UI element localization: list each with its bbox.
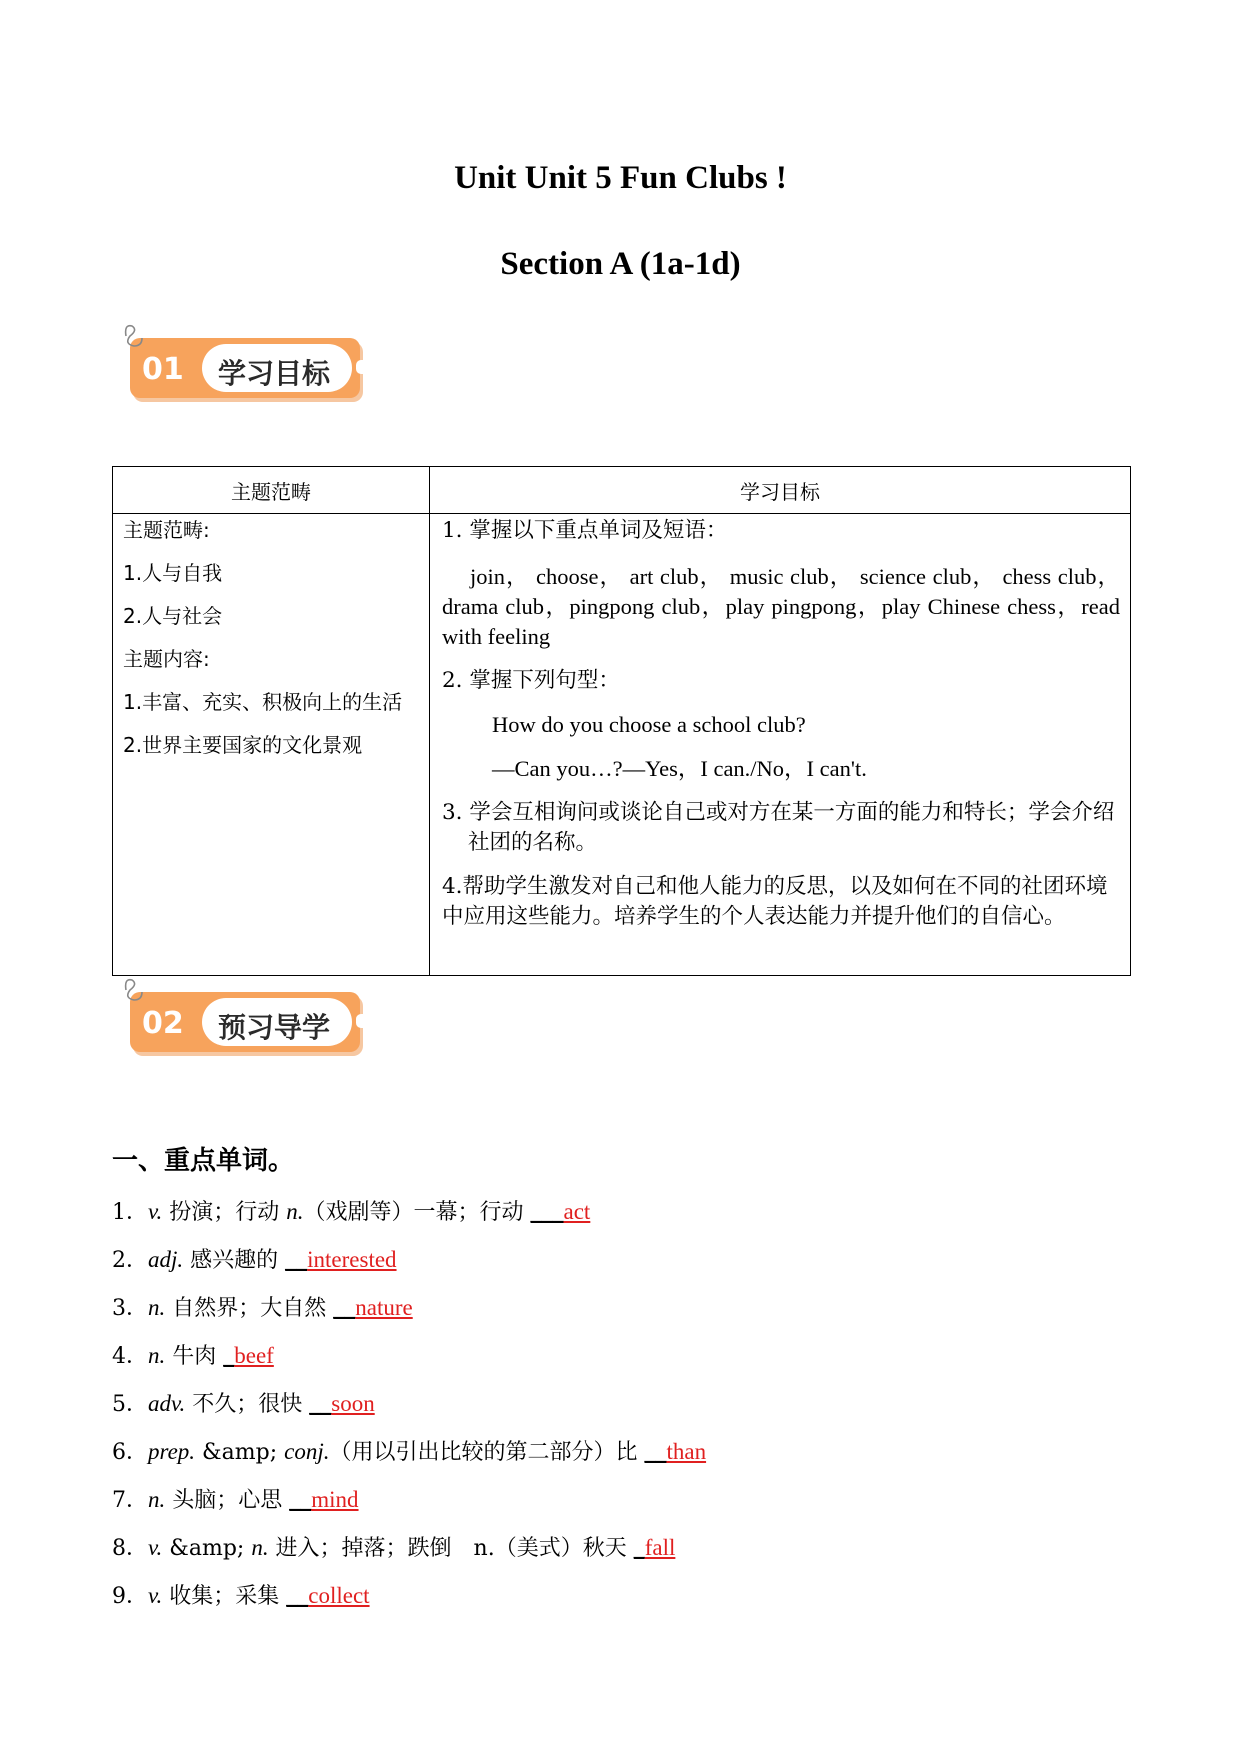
answer: soon [331,1391,375,1416]
topic-heading: 主题内容: [123,647,210,671]
badge-number: 01 [142,352,184,387]
badge-label: 学习目标 [218,357,331,390]
sentence-pattern: How do you choose a school club? [492,712,806,737]
badge-label: 预习导学 [218,1011,331,1044]
badge-notch [356,360,366,374]
vocab-item: 9．v. 收集；采集 __collect [112,1583,370,1609]
vocab-item: 3．n. 自然界；大自然 __nature [112,1295,413,1321]
badge-preview [120,976,370,1056]
topic-item: 2.人与社会 [123,604,223,628]
answer: nature [355,1295,413,1320]
vocab-list [112,1195,706,1627]
topic-item: 1.丰富、充实、积极向上的生活 [123,690,403,714]
topic-item: 1.人与自我 [123,561,223,585]
goals-table [112,466,1131,976]
badge-notch [356,1014,366,1028]
section-heading: 一、重点单词。 [112,1146,295,1176]
goal-4: 4.帮助学生激发对自己和他人能力的反思，以及如何在不同的社团环境中应用这些能力。培养学生的个人表达能力并提升他们的自信心。 [442,874,1108,929]
vocab-item: 1．v. 扮演；行动 n.（戏剧等）一幕；行动 ___act [112,1199,591,1225]
goal-3: 3. 学会互相询问或谈论自己或对方在某一方面的能力和特长；学会介绍社团的名称。 [442,800,1115,855]
goal-1: 1. 掌握以下重点单词及短语： [442,518,728,543]
sentence-pattern: —Can you…?—Yes，I can./No，I can't. [492,756,867,781]
answer: beef [234,1343,274,1368]
answer: mind [311,1487,359,1512]
vocab-item: 6．prep. &amp; conj.（用以引出比较的第二部分）比 __than [112,1439,707,1465]
vocab-item: 7．n. 头脑；心思 __mind [112,1487,359,1513]
answer: act [563,1199,591,1224]
badge-number: 02 [142,1006,184,1041]
answer: than [666,1439,707,1464]
table-header-topic: 主题范畴 [113,467,430,514]
vocab-item: 2．adj. 感兴趣的 __interested [112,1247,397,1273]
goal-words: join， choose， art club， music club， science club， chess club，drama club，pingpong club，play pingpong，play Chinese chess，read with feeling [442,564,1120,649]
topic-item: 2.世界主要国家的文化景观 [123,733,363,757]
table-header-goals: 学习目标 [430,467,1131,514]
goal-2: 2. 掌握下列句型： [442,668,620,693]
answer: interested [307,1247,397,1272]
goals-cell [430,514,1131,976]
vocab-item: 5．adv. 不久；很快 __soon [112,1391,375,1417]
vocab-item: 8．v. &amp; n. 进入；掉落；跌倒 n.（美式）秋天 _fall [112,1535,676,1561]
topic-cell [113,514,430,976]
answer: fall [644,1535,676,1560]
page-title: Unit Unit 5 Fun Clubs ! [454,160,787,196]
vocab-item: 4．n. 牛肉 _beef [112,1343,274,1369]
badge-learning-goals [120,322,370,402]
answer: collect [308,1583,370,1608]
topic-heading: 主题范畴: [123,518,210,542]
section-subtitle: Section A (1a-1d) [500,246,741,282]
